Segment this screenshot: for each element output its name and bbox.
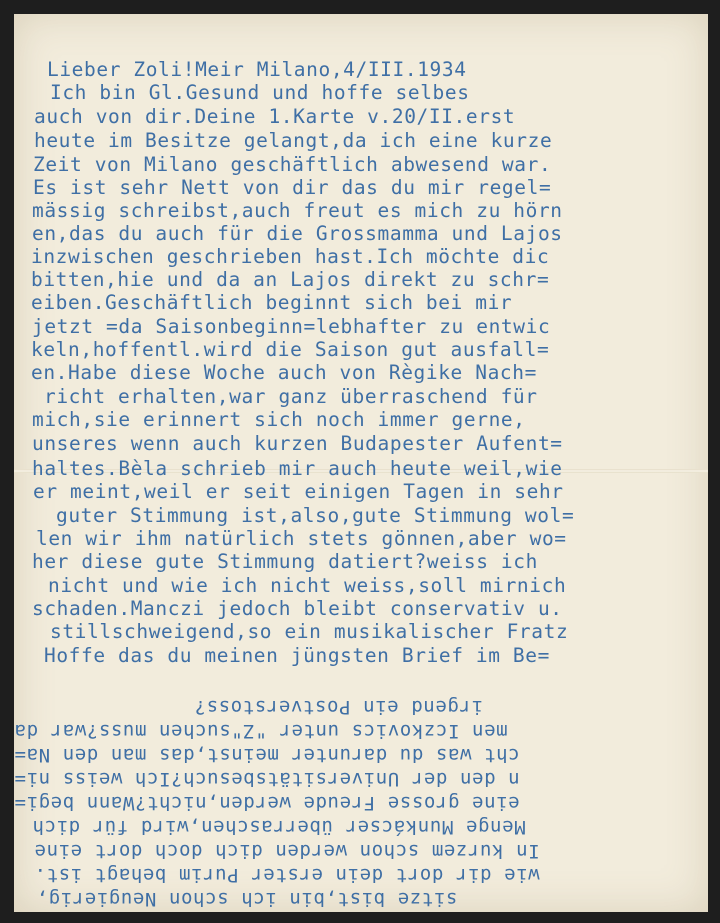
letter-line: Hoffe das du meinen jüngsten Brief im Be= bbox=[44, 644, 550, 667]
letter-line: her diese gute Stimmung datiert?weiss ich bbox=[32, 550, 538, 573]
letter-line: Menge Munkácser überraschen,wird für dich bbox=[32, 816, 526, 838]
letter-line: len wir ihm natürlich stets gönnen,aber wo= bbox=[36, 527, 567, 550]
letter-line: auch von dir.Deine 1.Karte v.20/II.erst bbox=[34, 105, 516, 128]
letter-line: Lieber Zoli!Meir Milano,4/III.1934 bbox=[47, 58, 467, 81]
letter-line: en.Habe diese Woche auch von Règike Nach= bbox=[31, 361, 537, 384]
letter-line: keln,hoffentl.wird die Saison gut ausfall= bbox=[31, 338, 550, 361]
letter-line: er meint,weil er seit einigen Tagen in sehr bbox=[33, 480, 564, 503]
letter-line: Es ist sehr Nett von dir das du mir regel= bbox=[33, 176, 552, 199]
letter-line: stillschweigend,so ein musikalischer Fratz bbox=[50, 620, 569, 643]
letter-line: cht was du darunter meinst,das man den Na= bbox=[14, 744, 520, 766]
letter-line: schaden.Manczi jedoch bleibt conservativ u. bbox=[32, 597, 563, 620]
letter-line: nicht und wie ich nicht weiss,soll mirnich bbox=[48, 574, 567, 597]
letter-line: guter Stimmung ist,also,gute Stimmung wol= bbox=[56, 504, 575, 527]
letter-line: mich,sie erinnert sich noch immer gerne, bbox=[32, 408, 526, 431]
letter-line: unseres wenn auch kurzen Budapester Aufent= bbox=[32, 432, 563, 455]
letter-line: bitten,hie und da an Lajos direkt zu schr= bbox=[31, 268, 550, 291]
letter-line: men Iczkovics unter "Z"suchen muss?war da bbox=[14, 720, 508, 742]
letter-line: en,das du auch für die Grossmamma und Lajos bbox=[32, 222, 563, 245]
letter-line: heute im Besitze gelangt,da ich eine kurze bbox=[34, 129, 553, 152]
letter-line: haltes.Bèla schrieb mir auch heute weil,wie bbox=[32, 457, 563, 480]
letter-line: inzwischen geschrieben hast.Ich möchte dic bbox=[31, 245, 550, 268]
letter-line: Zeit von Milano geschäftlich abwesend war. bbox=[33, 153, 552, 176]
letter-line: n den der Universitätsbesuch?Ich weiss ni= bbox=[14, 768, 520, 790]
letter-line: eine grosse Freude werden,nicht?Wann begi= bbox=[14, 792, 520, 814]
upside-down-postscript bbox=[14, 698, 708, 912]
letter-line: In kurzem schon werden dich doch dort eine bbox=[34, 840, 540, 862]
letter-line: Ich bin Gl.Gesund und hoffe selbes bbox=[50, 81, 470, 104]
letter-line: mässig schreibst,auch freut es mich zu hörn bbox=[32, 199, 563, 222]
letter-line: irgend ein Postverstoss? bbox=[194, 696, 483, 718]
letter-line: jetzt =da Saisonbeginn=lebhafter zu entwic bbox=[32, 315, 551, 338]
letter-line: richt erhalten,war ganz überraschend für bbox=[44, 385, 538, 408]
letter-line: sitze bist,bin ich schon Neugierig, bbox=[36, 888, 458, 910]
letter-line: wie dir dort dein erster Purim behagt ist. bbox=[34, 864, 540, 886]
letter-line: eiben.Geschäftlich beginnt sich bei mir bbox=[31, 291, 513, 314]
